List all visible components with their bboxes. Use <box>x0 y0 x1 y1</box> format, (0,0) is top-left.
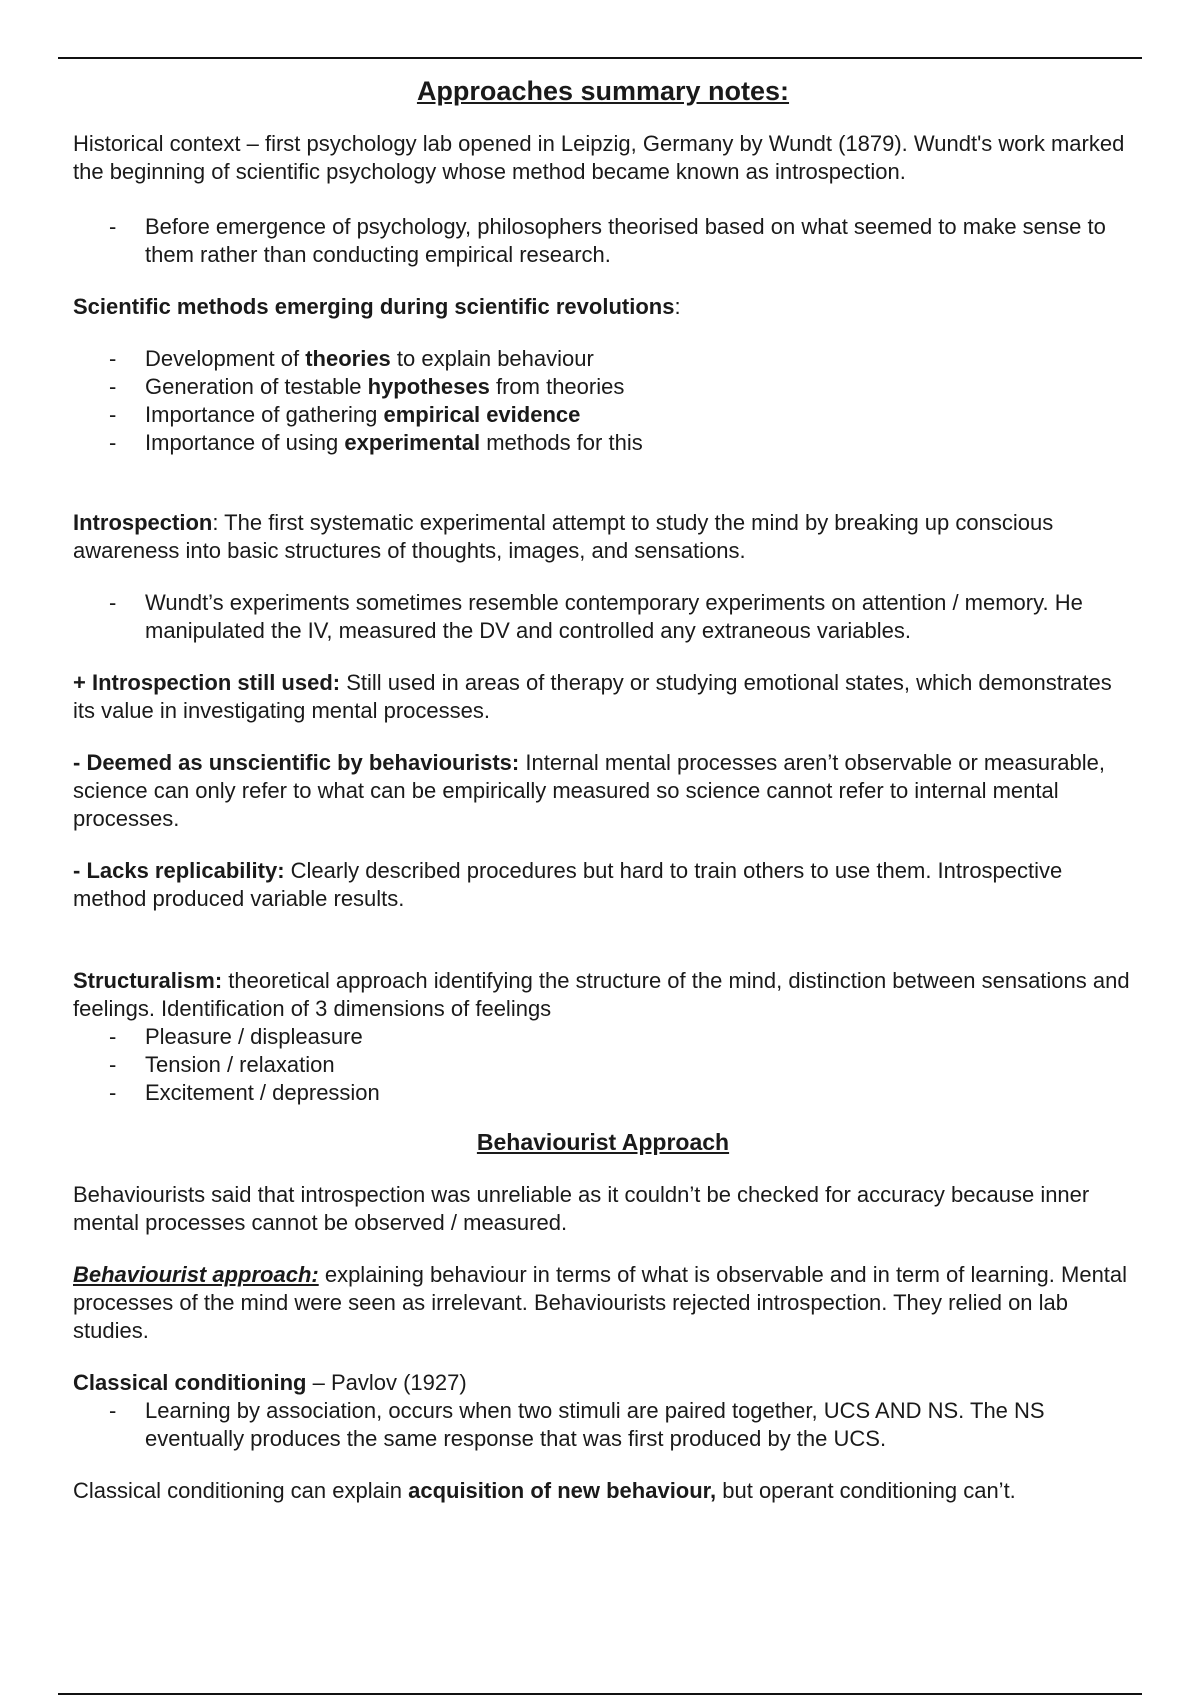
feelings-dimensions-list <box>73 1023 1133 1107</box>
list-item: - Wundt’s experiments sometimes resemble contemporary experiments on attention / memory. He manipulated the IV, measured the DV and controlled any extraneous variables. <box>73 589 1133 645</box>
classical-conditioning-heading: Classical conditioning – Pavlov (1927) <box>73 1370 467 1395</box>
list-item: - Generation of testable hypotheses from theories <box>73 373 1133 401</box>
bottom-rule <box>58 1693 1142 1695</box>
top-rule <box>58 57 1142 59</box>
introspection-paragraph: Introspection: The first systematic experimental attempt to study the mind by breaking up conscious awareness into basic structures of thoughts, images, and sensations. <box>73 510 1054 563</box>
list-item: - Importance of using experimental methods for this <box>73 429 1133 457</box>
behaviourist-approach-paragraph: Behaviourist approach: explaining behaviour in terms of what is observable and in term of learning. Mental processes of the mind were seen as irrelevant. Behaviourists rejected introspection. They relied on lab studies. <box>73 1262 1128 1343</box>
list-item: - Importance of gathering empirical evidence <box>73 401 1133 429</box>
list-item: - Development of theories to explain behaviour <box>73 345 1133 373</box>
list-item: - Before emergence of psychology, philosophers theorised based on what seemed to make sense to them rather than conducting empirical research. <box>73 213 1133 269</box>
classical-conditioning-list <box>73 1397 1133 1453</box>
evaluation-weakness-replicability: - Lacks replicability: Clearly described procedures but hard to train others to use them. Introspective method produced variable results. <box>73 858 1063 911</box>
evaluation-weakness-unscientific: - Deemed as unscientific by behaviourists: Internal mental processes aren’t observable or measurable, science can only refer to what can be empirically measured so science cannot refer to internal mental processes. <box>73 750 1105 831</box>
behaviourist-heading: Behaviourist Approach <box>476 1129 730 1155</box>
list-item: - Pleasure / displeasure <box>73 1023 1133 1051</box>
behaviourist-intro-paragraph: Behaviourists said that introspection was unreliable as it couldn’t be checked for accuracy because inner mental processes cannot be observed / measured. <box>73 1182 1090 1235</box>
scientific-methods-heading: Scientific methods emerging during scientific revolutions: <box>73 294 681 319</box>
page-title: Approaches summary notes: <box>416 76 790 106</box>
historical-context-paragraph: Historical context – first psychology lab opened in Leipzig, Germany by Wundt (1879). Wundt's work marked the beginning of scientific psychology whose method became known as introspection. <box>73 131 1125 184</box>
document-body <box>73 72 1133 1505</box>
scientific-methods-list <box>73 345 1133 457</box>
philosophers-list <box>73 213 1133 269</box>
closing-paragraph: Classical conditioning can explain acquisition of new behaviour, but operant conditioning can’t. <box>73 1478 1016 1503</box>
list-item: - Learning by association, occurs when two stimuli are paired together, UCS AND NS. The NS eventually produces the same response that was first produced by the UCS. <box>73 1397 1133 1453</box>
introspection-list <box>73 589 1133 645</box>
list-item: - Excitement / depression <box>73 1079 1133 1107</box>
list-item: - Tension / relaxation <box>73 1051 1133 1079</box>
evaluation-strength: + Introspection still used: Still used in areas of therapy or studying emotional states, which demonstrates its value in investigating mental processes. <box>73 670 1112 723</box>
structuralism-paragraph: Structuralism: theoretical approach identifying the structure of the mind, distinction between sensations and feelings. Identification of 3 dimensions of feelings <box>73 968 1130 1021</box>
